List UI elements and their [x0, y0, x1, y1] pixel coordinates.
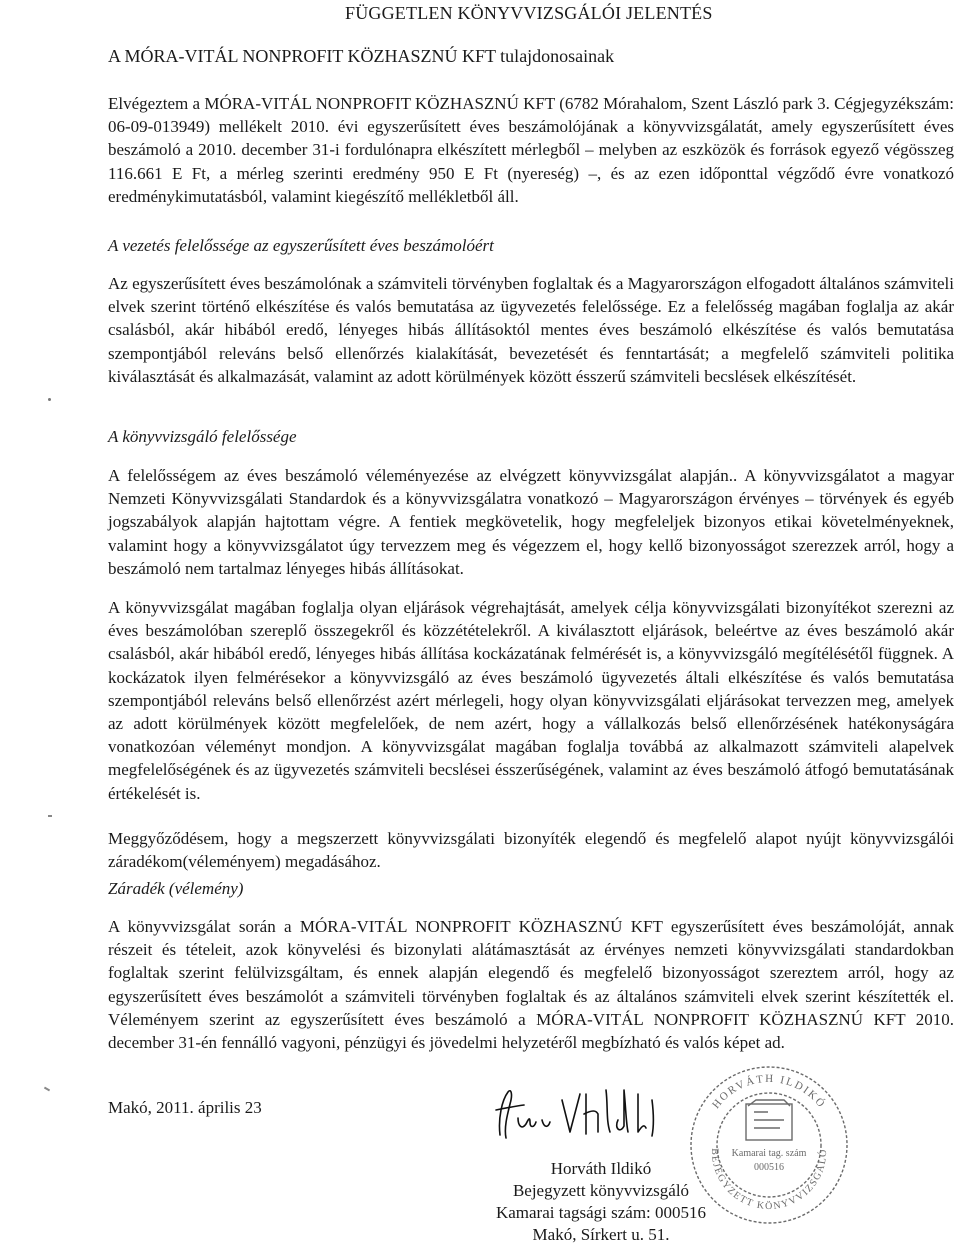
management-responsibility-paragraph: Az egyszerűsített éves beszámolónak a számviteli törvényben foglaltak és a Magyarországon elfogadott általános számviteli elvek szerint történő elkészítése és valós bemutatása az ügyvezetés felelőssége. Ez a felelősség magában foglalja az akár csalásból, akár hibából eredő, lényeges hibás állításoktól mentes éves beszámoló elkészítése és valós bemutatása szempontjából releváns belső ellenőrzés kialakítását, bevezetését és fenntartását; a megfelelő számviteli politika kiválasztását és alkalmazását, valamint az adott körülmények között ésszerű számviteli becslések elkészítését. [108, 274, 954, 386]
scan-dash-mark [48, 815, 52, 817]
stamp-mid-text: Kamarai tag. szám [731, 1148, 807, 1159]
handwritten-signature [488, 1080, 678, 1150]
place-and-date: Makó, 2011. április 23 [108, 1098, 262, 1117]
auditor-conclusion-paragraph: Meggyőződésem, hogy a megszerzett könyvvizsgálati bizonyíték elegendő és megfelelő alapot nyújt könyvvizsgálói záradékom(véleményem) megadásához. [108, 829, 954, 872]
scan-dot-mark [48, 398, 51, 401]
official-stamp [684, 1060, 854, 1230]
auditor-responsibility-paragraph-2: A könyvvizsgálat magában foglalja olyan eljárások végrehajtását, amelyek célja könyvvizsgálati bizonyítékot szerezni az éves beszámolóban szereplő összegekről és közzétételekről. A kiválasztott eljárások, beleértve az éves beszámoló akár csalásból, akár hibából eredő, lényeges hibás állítása kockázatának felmérését is, a könyvvizsgáló megítélésétől függnek. A kockázatok ilyen felmérésekor a könyvvizsgáló az éves beszámoló ügyvezetés általi elkészítése és valós bemutatása szempontjából releváns belső ellenőrzést azért mérlegeli, hogy olyan könyvvizsgálati eljárásokat tervezzen meg, amelyek az adott körülmények között megfelelőek, de nem azért, hogy a vállalkozás belső ellenőrzésének hatékonyságára vonatkozóan véleményt mondjon. A könyvvizsgálat magában foglalja továbbá az alkalmazott számviteli alapelvek megfelelőségének és az ügyvezetés számviteli becslései ésszerűségének, valamint az éves beszámoló átfogó bemutatásának értékelését is. [108, 598, 954, 803]
document-title: FÜGGETLEN KÖNYVVIZSGÁLÓI JELENTÉS [345, 3, 713, 23]
auditor-name: Horváth Ildikó [550, 1159, 652, 1178]
section-heading-auditor: A könyvvizsgáló felelőssége [108, 427, 297, 446]
stamp-bottom-text: BEJEGYZETT KÖNYVVIZSGÁLÓ [708, 1148, 830, 1213]
opinion-paragraph: A könyvvizsgálat során a MÓRA-VITÁL NONPROFIT KÖZHASZNÚ KFT egyszerűsített éves beszámolóját, annak részeit és tételeit, azok könyvelési és bizonylati alátámasztását az érvényes nemzeti könyvvizsgálati standardokban foglaltak szerint felülvizsgáltam, és ennek alapján elegendő és megfelelő bizonyosságot szereztem arról, hogy az egyszerűsített éves beszámolót a számviteli törvényben foglaltak és az általános számviteli elvek szerint készítették el. Véleményem szerint az egyszerűsített éves beszámoló a MÓRA-VITÁL NONPROFIT KÖZHASZNÚ KFT 2010. december 31-én fennálló vagyoni, pénzügyi és jövedelmi helyzetéről megbízható és valós képet ad. [108, 917, 954, 1053]
auditor-role: Bejegyzett könyvvizsgáló [512, 1181, 690, 1200]
section-heading-opinion: Záradék (vélemény) [108, 879, 244, 898]
scan-tick-mark [44, 1087, 50, 1092]
section-heading-management: A vezetés felelőssége az egyszerűsített éves beszámolóért [108, 236, 494, 255]
stamp-top-text: HORVÁTH ILDIKÓ [709, 1072, 829, 1112]
intro-paragraph: Elvégeztem a MÓRA-VITÁL NONPROFIT KÖZHASZNÚ KFT (6782 Mórahalom, Szent László park 3. Cégjegyzékszám: 06-09-013949) mellékelt 2010. évi egyszerűsített éves beszámolójának a könyvvizsgálatát, amely egyszerűsített éves beszámoló a 2010. december 31-i fordulónapra elkészített mérlegből – melyben az eszközök és források egyező végösszeg 116.661 E Ft, a mérleg szerinti eredmény 950 E Ft (nyereség) –, és az ezen időponttal végződő évre vonatkozó eredménykimutatásból, valamint kiegészítő mellékletből áll. [108, 94, 954, 206]
stamp-number: 000516 [754, 1162, 784, 1173]
addressee-line: A MÓRA-VITÁL NONPROFIT KÖZHASZNÚ KFT tulajdonosainak [108, 46, 615, 66]
auditor-address: Makó, Sírkert u. 51. [532, 1225, 670, 1244]
auditor-responsibility-paragraph-1: A felelősségem az éves beszámoló véleményezése az elvégzett könyvvizsgálat alapján.. A könyvvizsgálatot a magyar Nemzeti Könyvvizsgálati Standardok és a könyvvizsgálatra vonatkozó – Magyarországon érvényes – törvények és egyéb jogszabályok alapján hajtottam végre. A fentiek megkövetelik, hogy megfeleljek bizonyos etikai követelményeknek, valamint hogy a könyvvizsgálatot úgy tervezzem meg és végezzem el, hogy kellő bizonyosságot szerezzek arról, hogy a beszámoló nem tartalmaz lényeges hibás állításokat. [108, 466, 954, 578]
chamber-membership-number: Kamarai tagsági szám: 000516 [495, 1203, 707, 1222]
